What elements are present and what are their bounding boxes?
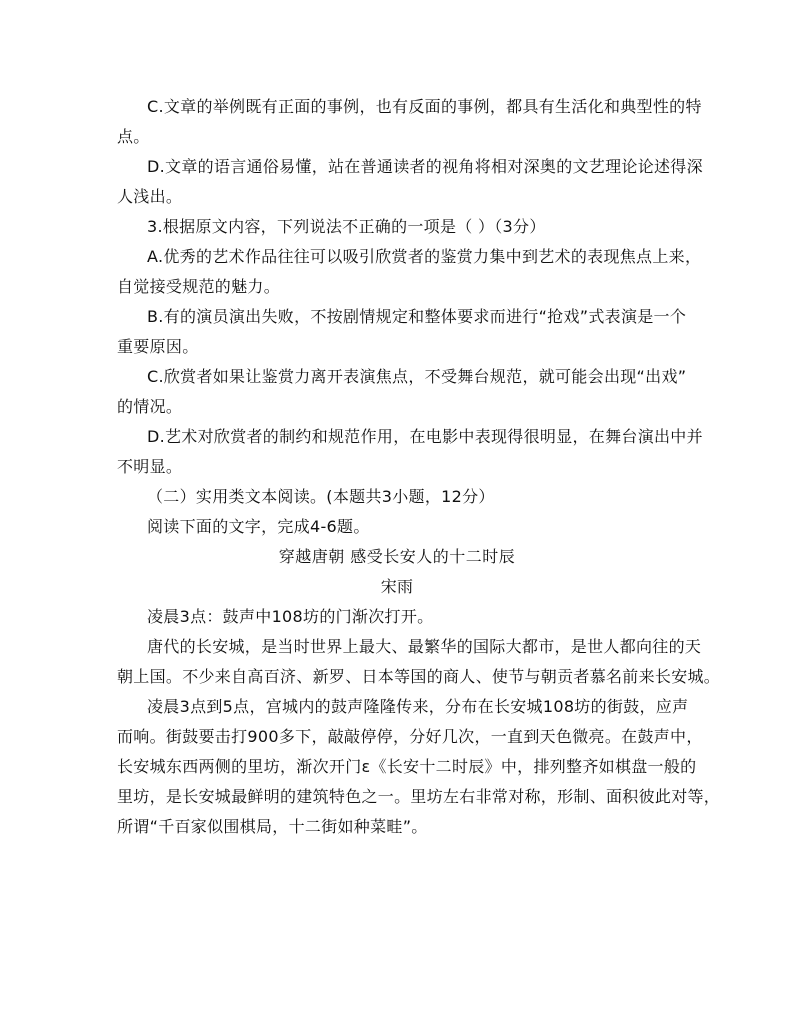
reading-instruction: 阅读下面的文字，完成4-6题。 [147,517,370,536]
paragraph-2-line-5: 所谓“千百家似围棋局，十二街如种菜畦”。 [117,817,428,836]
q3-option-d-line-1: D.艺术对欣赏者的制约和规范作用，在电影中表现得很明显，在舞台演出中并 [147,427,703,446]
q3-option-d-line-2: 不明显。 [117,457,183,476]
paragraph-2-line-4: 里坊，是长安城最鲜明的建筑特色之一。里坊左右非常对称，形制、面积彼此对等， [117,787,721,806]
option-d-line-1: D.文章的语言通俗易懂，站在普通读者的视角将相对深奥的文艺理论论述得深 [147,157,703,176]
section-heading: （二）实用类文本阅读。(本题共3小题，12分） [147,487,495,506]
paragraph-2-line-2: 而响。街鼓要击打900多下，敲敲停停，分好几次，一直到天色微亮。在鼓声中， [117,727,703,746]
option-c-line-1: C.文章的举例既有正面的事例，也有反面的事例，都具有生活化和典型性的特 [147,97,702,116]
paragraph-2-line-1: 凌晨3点到5点，宫城内的鼓声隆隆传来，分布在长安城108坊的街鼓，应声 [147,697,689,716]
q3-option-c-line-1: C.欣赏者如果让鉴赏力离开表演焦点，不受舞台规范，就可能会出现“出戏” [147,367,687,386]
article-author: 宋雨 [380,577,414,596]
q3-option-b-line-1: B.有的演员演出失败，不按剧情规定和整体要求而进行“抢戏”式表演是一个 [147,307,687,326]
paragraph-2-line-3: 长安城东西两侧的里坊，渐次开门ε《长安十二时辰》中，排列整齐如棋盘一般的 [117,757,697,776]
q3-option-a-line-1: A.优秀的艺术作品往往可以吸引欣赏者的鉴赏力集中到艺术的表现焦点上来， [147,247,702,266]
option-c-line-2: 点。 [117,127,150,146]
paragraph-1-line-2: 朝上国。不少来自高百济、新罗、日本等国的商人、使节与朝贡者慕名前来长安城。 [117,667,721,686]
q3-option-b-line-2: 重要原因。 [117,337,199,356]
paragraph-1-line-1: 唐代的长安城，是当时世界上最大、最繁华的国际大都市，是世人都向往的天 [147,637,702,656]
option-d-line-2: 人浅出。 [117,187,183,206]
document-body [117,92,721,842]
question-3: 3.根据原文内容，下列说法不正确的一项是（ ）（3分） [147,217,546,236]
q3-option-c-line-2: 的情况。 [117,397,183,416]
article-title: 穿越唐朝 感受长安人的十二时辰 [278,547,516,566]
q3-option-a-line-2: 自觉接受规范的魅力。 [117,277,281,296]
article-subheading: 凌晨3点：鼓声中108坊的门渐次打开。 [147,607,434,626]
